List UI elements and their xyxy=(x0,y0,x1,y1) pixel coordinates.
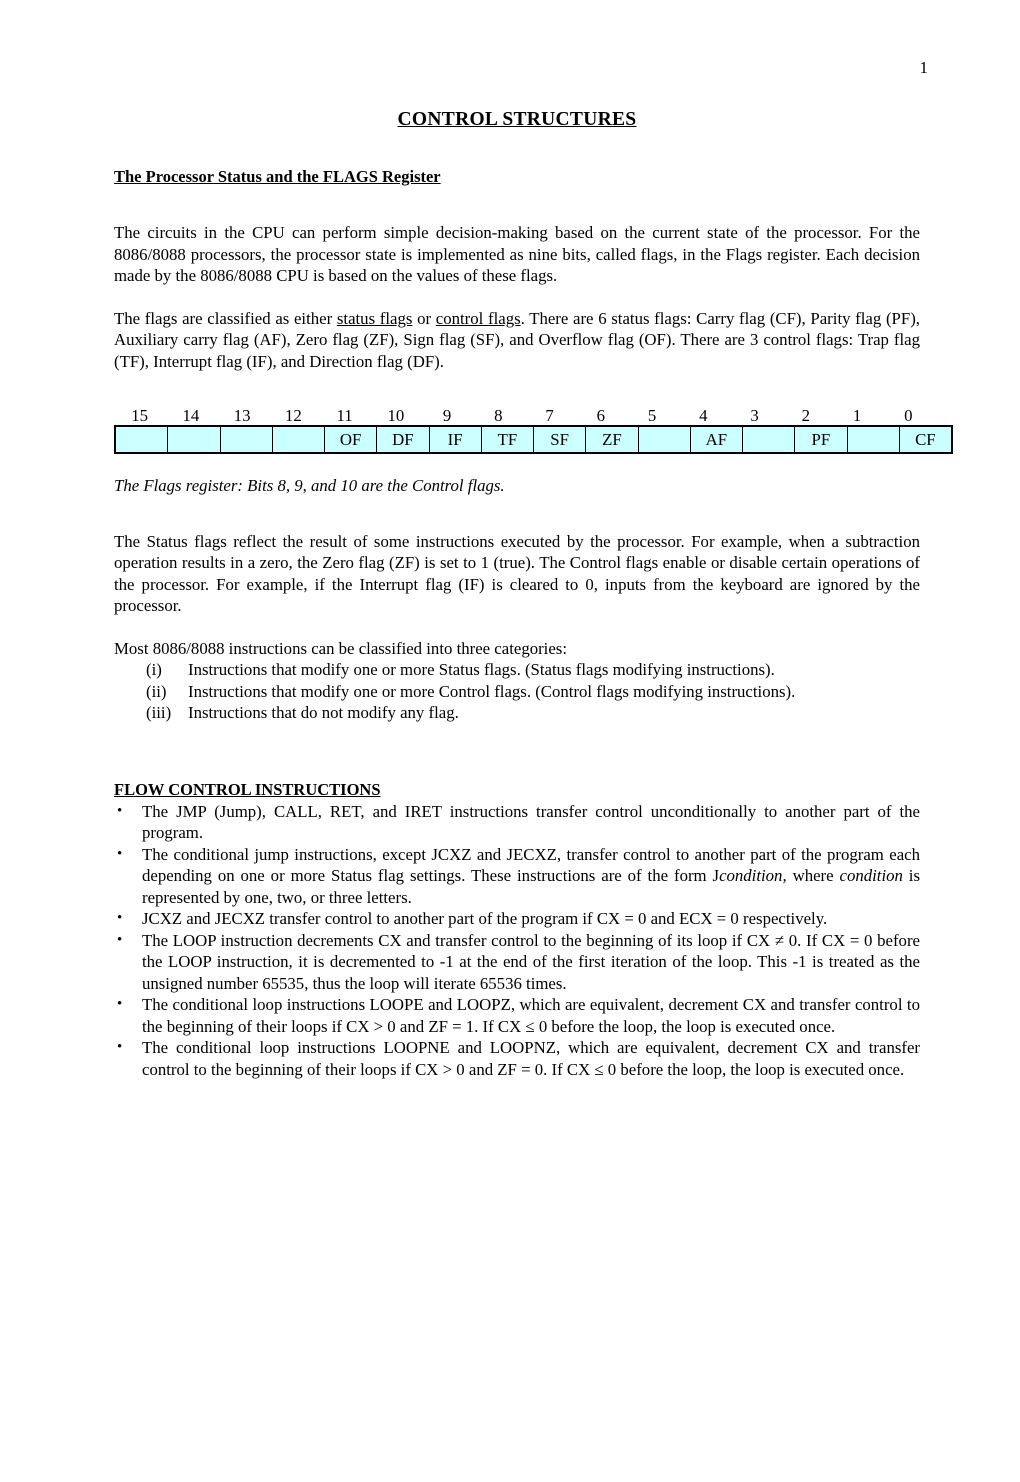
spacer xyxy=(114,372,920,406)
list-item-label: The conditional loop instructions LOOPE and LOOPZ, which are equivalent, decrement CX and transfer control to the beginning of their loops if CX > 0 and ZF = 1. If CX ≤ 0 before the loop, the loop is executed once. xyxy=(142,995,920,1036)
flag-cell xyxy=(220,426,272,453)
list-item xyxy=(114,844,920,909)
page-number: 1 xyxy=(919,58,928,77)
flag-cell-af: AF xyxy=(690,426,742,453)
document-content xyxy=(114,108,936,1080)
flag-cell xyxy=(272,426,324,453)
bit-number: 7 xyxy=(545,406,554,425)
flag-cell-pf: PF xyxy=(795,426,847,453)
flag-classification-text-c: . There are 6 status flags: Carry flag (CF), Parity flag (PF), Auxiliary carry flag (AF), Zero flag (ZF), Sign flag (SF), and Overflow flag (OF). There are 3 control flags: Trap flag (TF), Interrupt flag (IF), and Direction flag (DF). xyxy=(114,308,920,371)
flag-classification-text-a: The flags are classified as either xyxy=(114,308,337,328)
bit-number: 9 xyxy=(442,406,452,425)
flag-cell xyxy=(638,426,690,453)
bullet-icon: • xyxy=(117,802,123,819)
bullet-icon: • xyxy=(117,1039,123,1055)
list-marker: (iii) xyxy=(146,703,172,722)
spacer xyxy=(114,497,920,531)
list-item xyxy=(114,930,920,995)
list-marker: (i) xyxy=(146,660,162,679)
flow-control-bullet-list xyxy=(114,801,920,1081)
list-item xyxy=(114,801,920,844)
bullet-text-b: where xyxy=(786,866,840,885)
section-heading-processor-status: The Processor Status and the FLAGS Register xyxy=(114,167,441,186)
instruction-categories-list xyxy=(114,659,920,724)
bullet-icon: • xyxy=(117,996,123,1012)
bullet-text-a: The conditional jump instructions, except JCXZ and JECXZ, transfer control to another part of the program each depending on one or more Status flag settings. These instructions are of the form J xyxy=(142,844,920,885)
page-title: CONTROL STRUCTURES xyxy=(397,109,637,130)
bit-number: 5 xyxy=(647,406,657,425)
list-item-label: JCXZ and JECXZ transfer control to another part of the program if CX = 0 and ECX = 0 respectively. xyxy=(142,909,828,928)
spacer xyxy=(114,617,920,638)
bit-number: 10 xyxy=(387,406,405,425)
bit-number: 2 xyxy=(801,406,811,425)
spacer xyxy=(114,132,920,166)
flags-register-table xyxy=(114,425,953,454)
list-item xyxy=(114,681,920,703)
bullet-icon: • xyxy=(117,931,123,948)
spacer xyxy=(114,454,920,475)
spacer xyxy=(114,287,920,308)
list-item xyxy=(114,1037,920,1080)
spacer xyxy=(114,724,920,758)
paragraph-cpu-decision-making: The circuits in the CPU can perform simple decision-making based on the current state of the processor. For the 8086/8088 processors, the processor state is implemented as nine bits, called flags, in the Flags register. Each decision made by the 8086/8088 CPU is based on the values of these flags. xyxy=(114,223,920,285)
bullet-italic-condition-1: condition, xyxy=(719,866,787,885)
flag-classification-text-b: or xyxy=(412,308,436,328)
flags-bit-number-row xyxy=(114,406,934,425)
flag-cell-tf: TF xyxy=(481,426,533,453)
bit-number: 3 xyxy=(750,406,759,425)
bit-number: 14 xyxy=(182,406,200,425)
spacer xyxy=(114,188,920,222)
flag-cell-if: IF xyxy=(429,426,481,453)
bullet-icon: • xyxy=(117,845,123,862)
list-item xyxy=(114,908,920,930)
spacer xyxy=(114,758,920,779)
flag-cell xyxy=(115,426,168,453)
list-marker: (ii) xyxy=(146,681,167,701)
paragraph-status-flags-explanation: The Status flags reflect the result of some instructions executed by the processor. For example, when a subtraction operation results in a zero, the Zero flag (ZF) is set to 1 (true). The Control flags enable or disable certain operations of the processor. For example, if the Interrupt flag (IF) is cleared to 0, inputs from the keyboard are ignored by the processor. xyxy=(114,531,920,615)
flag-cell xyxy=(847,426,899,453)
bit-number: 1 xyxy=(852,406,862,425)
bit-number: 0 xyxy=(904,406,913,425)
flag-cell-zf: ZF xyxy=(586,426,638,453)
table-row xyxy=(115,426,952,453)
flags-register-diagram xyxy=(114,406,934,454)
bit-number: 12 xyxy=(284,406,302,425)
bit-number: 4 xyxy=(699,406,708,425)
flag-cell-of: OF xyxy=(325,426,377,453)
flag-cell-sf: SF xyxy=(534,426,586,453)
bullet-icon: • xyxy=(117,910,123,926)
list-item xyxy=(114,994,920,1037)
bullet-italic-condition-2: condition xyxy=(839,866,903,885)
bit-number: 8 xyxy=(494,406,503,425)
bit-number: 11 xyxy=(336,406,353,425)
list-item xyxy=(114,659,920,681)
list-item-label: Instructions that do not modify any flag. xyxy=(188,703,459,722)
list-item-label: The conditional loop instructions LOOPNE and LOOPNZ, which are equivalent, decrement CX and transfer control to the beginning of their loops if CX > 0 and ZF = 0. If CX ≤ 0 before the loop, the loop is executed once. xyxy=(142,1038,920,1079)
bit-number: 6 xyxy=(596,406,606,425)
list-item xyxy=(114,702,920,724)
list-item-label: The LOOP instruction decrements CX and transfer control to the beginning of its loop if CX ≠ 0. If CX = 0 before the LOOP instruction, it is decremented to -1 at the end of the first iteration of the loop. This -1 is treated as the unsigned number 65535, thus the loop will iterate 65536 times. xyxy=(142,930,920,993)
bit-number: 15 xyxy=(131,406,149,425)
flag-cell-df: DF xyxy=(377,426,429,453)
bit-number: 13 xyxy=(233,406,251,425)
paragraph-flag-classification xyxy=(114,308,920,373)
flag-cell-cf: CF xyxy=(899,426,952,453)
status-flags-term: status flags xyxy=(336,308,413,328)
paragraph-instruction-categories-intro: Most 8086/8088 instructions can be classified into three categories: xyxy=(114,638,567,658)
control-flags-term: control flags xyxy=(435,308,521,328)
list-item-label: Instructions that modify one or more Control flags. (Control flags modifying instructions). xyxy=(188,681,796,701)
list-item-label: Instructions that modify one or more Status flags. (Status flags modifying instructions). xyxy=(188,660,775,679)
section-heading-flow-control: FLOW CONTROL INSTRUCTIONS xyxy=(114,779,381,799)
flag-cell xyxy=(168,426,220,453)
list-item-label: The JMP (Jump), CALL, RET, and IRET instructions transfer control unconditionally to another part of the program. xyxy=(142,801,920,842)
flag-cell xyxy=(743,426,795,453)
list-item-label xyxy=(142,844,920,909)
bullet-text-c: is represented by one, two, or three letters. xyxy=(142,866,921,907)
flags-register-caption: The Flags register: Bits 8, 9, and 10 are the Control flags. xyxy=(114,476,505,495)
